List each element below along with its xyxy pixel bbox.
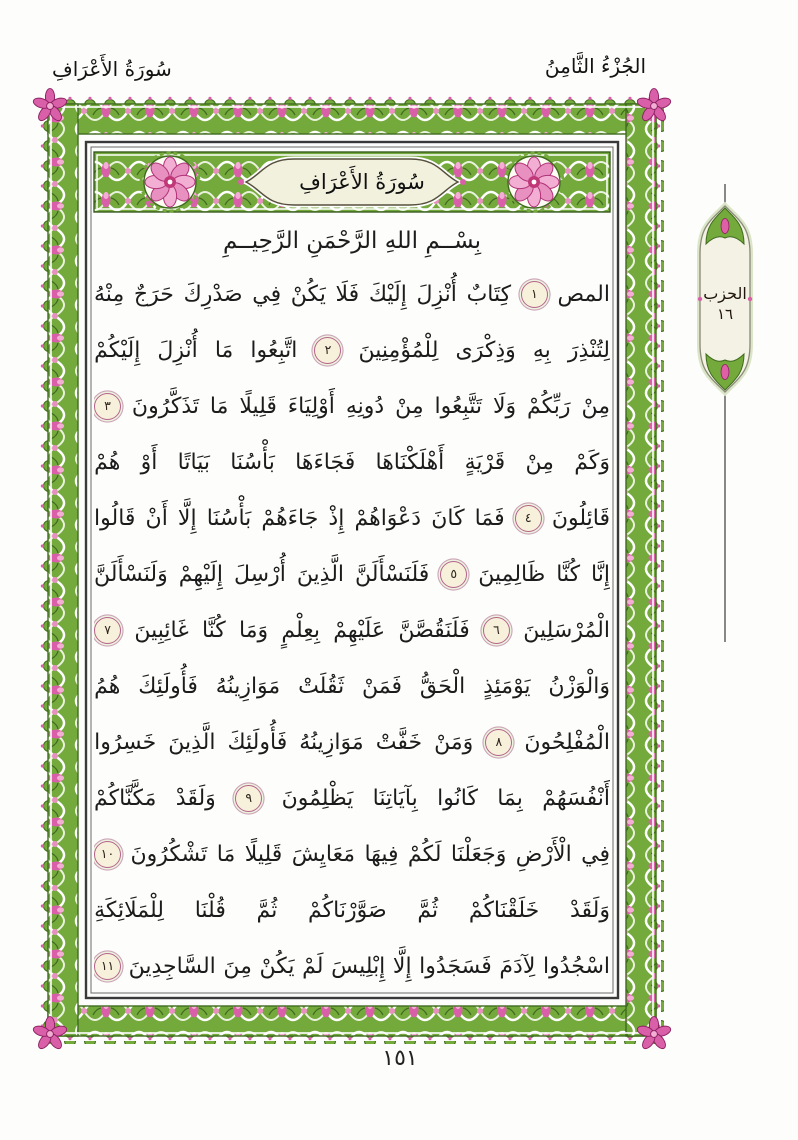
quran-word: قَالُوا — [94, 505, 136, 531]
quran-word: وَمَا — [239, 617, 269, 643]
quran-word: مِنْ — [581, 393, 610, 419]
quran-word: ظَالِمِينَ — [478, 561, 546, 587]
ayah-marker-icon: ٢ — [314, 337, 341, 364]
quran-word: وَلَنَسْأَلَنَّ — [94, 561, 168, 587]
quran-word: وَلَقَدْ — [569, 897, 610, 923]
quran-word: وَذِكْرَى — [455, 337, 516, 363]
quran-word: كَانَ — [431, 505, 465, 531]
quran-word: السَّاجِدِينَ — [128, 953, 216, 979]
quran-word: قُلْنَا — [194, 897, 226, 923]
quran-word: أَنْ — [145, 505, 168, 531]
quran-word: مَعَايِشَ — [291, 841, 356, 867]
quran-word: فَأُولَئِكَ — [227, 729, 288, 755]
quran-word: مَوَازِينُهُ — [215, 673, 281, 699]
quran-word: كَانُوا — [437, 785, 478, 811]
quran-word: خَسِرُوا — [94, 729, 157, 755]
quran-word: لِلْمُؤْمِنِينَ — [358, 337, 439, 363]
quran-word: أَوْ — [140, 449, 158, 475]
quran-word: مَا — [209, 393, 229, 419]
quran-word: وَلَقَدْ — [175, 785, 216, 811]
quran-line — [94, 938, 610, 994]
quran-word: قَائِلُونَ — [551, 505, 610, 531]
quran-word: دَعْوَاهُمْ — [354, 505, 422, 531]
quran-word: كِتَابٌ — [466, 281, 512, 307]
quran-word: أَهْلَكْنَاهَا — [375, 449, 445, 475]
quran-word: يَظْلِمُونَ — [281, 785, 354, 811]
ayah-marker-icon: ٦ — [483, 617, 510, 644]
quran-word: كُنَّا — [556, 561, 581, 587]
quran-word: المص — [557, 281, 610, 307]
ayah-marker-icon: ٨ — [485, 729, 512, 756]
quran-word: فَلَنَقُصَّنَّ — [398, 617, 470, 643]
quran-line — [94, 658, 610, 714]
ayah-marker-icon: ٩ — [235, 785, 262, 812]
quran-word: فِيهَا — [364, 841, 399, 867]
quran-word: بِعِلْمٍ — [281, 617, 321, 643]
quran-line — [94, 602, 610, 658]
page-number: ١٥١ — [382, 1046, 418, 1071]
quran-word: الَّذِينَ — [296, 561, 345, 587]
quran-word: إِلَيْهِمْ — [178, 561, 223, 587]
quran-word: فِي — [252, 281, 282, 307]
quran-word: فِي — [581, 841, 610, 867]
quran-word: وَكَمْ — [574, 449, 610, 475]
hizb-number: ١٦ — [716, 305, 734, 323]
quran-word: وَالْوَزْنُ — [548, 673, 610, 699]
quran-word: الَّذِينَ — [168, 729, 216, 755]
quran-word: مِنَ — [223, 953, 252, 979]
juz-running-head: الجُزْءُ الثَّامِنُ — [544, 54, 646, 78]
hizb-medallion-icon — [683, 178, 767, 648]
quran-word: مِنْ — [395, 393, 424, 419]
quran-line — [94, 378, 610, 434]
quran-word: أُرْسِلَ — [233, 561, 286, 587]
quran-word: إِبْلِيسَ — [331, 953, 386, 979]
quran-word: وَلَا — [492, 393, 517, 419]
quran-word: إِلَيْكُمْ — [94, 337, 141, 363]
ayah-marker-icon: ٥ — [440, 561, 467, 588]
quran-line — [94, 826, 610, 882]
quran-word: فَمَنْ — [362, 673, 403, 699]
quran-word: فَأُولَئِكَ — [138, 673, 198, 699]
quran-word: أُنْزِلَ — [416, 281, 457, 307]
quran-word: ثَقُلَتْ — [298, 673, 345, 699]
ayah-marker-icon: ١ — [521, 281, 548, 308]
quran-word: قَلِيلًا — [239, 393, 277, 419]
quran-word: صَدْرِكَ — [183, 281, 243, 307]
quran-word: إِلَيْكَ — [368, 281, 407, 307]
quran-text-block — [94, 216, 610, 998]
surah-title: سُورَةُ الأَعْرَافِ — [299, 170, 425, 194]
quran-line — [94, 266, 610, 322]
quran-word: فَلَنَسْأَلَنَّ — [355, 561, 430, 587]
quran-line — [94, 546, 610, 602]
quran-word: لِلْمَلَائِكَةِ — [94, 897, 164, 923]
quran-line — [94, 490, 610, 546]
quran-word: إِنَّا — [591, 561, 610, 587]
quran-word: اسْجُدُوا — [542, 953, 610, 979]
quran-word: لِتُنْذِرَ — [567, 337, 610, 363]
quran-word: بِآيَاتِنَا — [372, 785, 418, 811]
quran-word: تَشْكُرُونَ — [130, 841, 208, 867]
quran-word: لَمْ — [302, 953, 324, 979]
ayah-marker-icon: ١٠ — [94, 841, 121, 868]
quran-word: بِهِ — [532, 337, 551, 363]
quran-word: إِلَّا — [392, 953, 412, 979]
quran-word: مِنْ — [525, 449, 554, 475]
quran-word: ثُمَّ — [256, 897, 278, 923]
quran-word: بِمَا — [497, 785, 523, 811]
quran-word: جَاءَهُمْ — [261, 505, 319, 531]
quran-word: لِآدَمَ — [499, 953, 536, 979]
quran-word: خَفَّتْ — [375, 729, 423, 755]
quran-word: أُنْزِلَ — [157, 337, 198, 363]
quran-word: الْأَرْضِ — [515, 841, 572, 867]
quran-word: يَكُنْ — [290, 281, 326, 307]
quran-word: يَوْمَئِذٍ — [483, 673, 531, 699]
quran-line — [94, 322, 610, 378]
quran-word: الْحَقُّ — [419, 673, 466, 699]
hizb-marker — [695, 284, 755, 324]
quran-word: ثُمَّ — [417, 897, 439, 923]
quran-word: مَا — [214, 337, 234, 363]
quran-word: يَكُنْ — [259, 953, 295, 979]
quran-word: الْمُفْلِحُونَ — [524, 729, 610, 755]
ayah-marker-icon: ٧ — [94, 617, 121, 644]
quran-line — [94, 434, 610, 490]
quran-word: وَمَنْ — [434, 729, 474, 755]
quran-word: فَمَا — [474, 505, 505, 531]
quran-word: إِذْ — [328, 505, 345, 531]
quran-word: اتَّبِعُوا — [250, 337, 298, 363]
quran-word: بَيَاتًا — [177, 449, 210, 475]
quran-word: فَسَجَدُوا — [419, 953, 492, 979]
quran-word: رَبِّكُمْ — [527, 393, 571, 419]
quran-line — [94, 882, 610, 938]
quran-word: مَوَازِينُهُ — [299, 729, 364, 755]
quran-line — [94, 770, 610, 826]
quran-word: قَلِيلًا — [244, 841, 283, 867]
quran-word: بَأْسُنَا — [230, 449, 275, 475]
bismillah: بِسْــمِ اللهِ الرَّحْمَنِ الرَّحِيــمِ — [222, 228, 482, 254]
quran-word: صَوَّرْنَاكُمْ — [308, 897, 387, 923]
hizb-label: الحزب — [703, 284, 747, 303]
quran-word: عَلَيْهِمْ — [333, 617, 386, 643]
quran-word: تَذَكَّرُونَ — [131, 393, 199, 419]
quran-word: هُمُ — [94, 673, 121, 699]
quran-word: حَرَجٌ — [133, 281, 174, 307]
quran-word: قَرْيَةٍ — [464, 449, 506, 475]
quran-word: غَائِبِينَ — [134, 617, 189, 643]
quran-word: هُمْ — [94, 449, 121, 475]
quran-word: دُونِهِ — [345, 393, 385, 419]
quran-word: لَكُمْ — [407, 841, 442, 867]
quran-line — [94, 714, 610, 770]
quran-word: كُنَّا — [201, 617, 226, 643]
quran-word: فَلَا — [335, 281, 360, 307]
surah-running-head: سُورَةُ الأَعْرَافِ — [52, 57, 172, 81]
quran-word: مَا — [216, 841, 236, 867]
ayah-marker-icon: ٣ — [94, 393, 121, 420]
quran-word: فَجَاءَهَا — [295, 449, 356, 475]
ayah-marker-icon: ١١ — [94, 953, 121, 980]
quran-word: تَتَّبِعُوا — [434, 393, 483, 419]
quran-word: مِنْهُ — [94, 281, 125, 307]
quran-word: الْمُرْسَلِينَ — [523, 617, 610, 643]
quran-word: مَكَّنَّاكُمْ — [94, 785, 157, 811]
quran-word: أَنْفُسَهُمْ — [542, 785, 610, 811]
quran-word: خَلَقْنَاكُمْ — [468, 897, 540, 923]
quran-word: إِلَّا — [177, 505, 197, 531]
quran-word: بَأْسُنَا — [206, 505, 252, 531]
quran-lines — [94, 266, 610, 994]
quran-word: أَوْلِيَاءَ — [287, 393, 335, 419]
quran-word: وَجَعَلْنَا — [450, 841, 507, 867]
ayah-marker-icon: ٤ — [515, 505, 542, 532]
